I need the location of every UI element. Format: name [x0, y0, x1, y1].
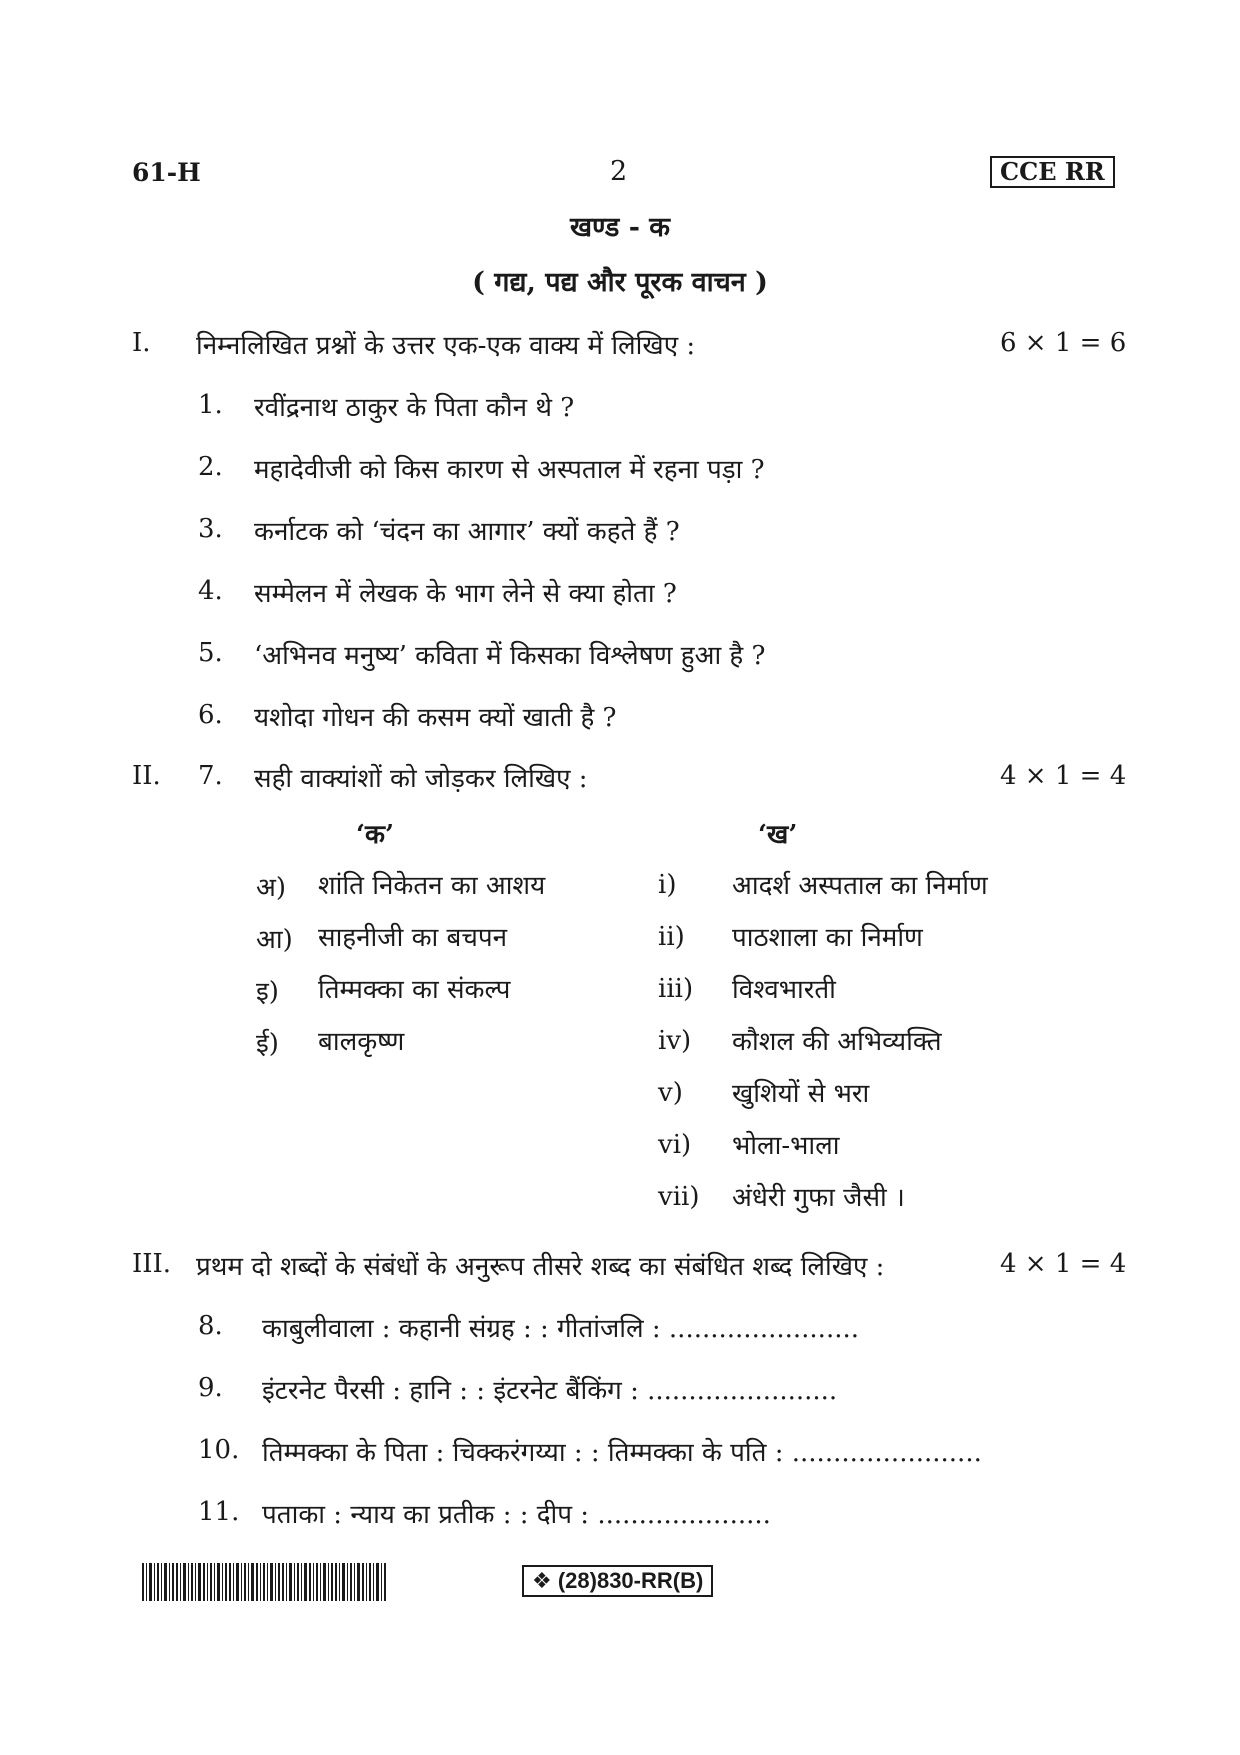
page-number: 2 — [610, 156, 628, 187]
paper-code: 61-H — [132, 158, 201, 187]
match-text: कौशल की अभिव्यक्ति — [732, 1027, 942, 1057]
item-text: सम्मेलन में लेखक के भाग लेने से क्या होता ? — [254, 579, 677, 609]
match-text: बालकृष्ण — [318, 1027, 405, 1057]
match-label: vi) — [658, 1130, 692, 1160]
item-text: यशोदा गोधन की कसम क्यों खाती है ? — [254, 703, 617, 733]
match-text: आदर्श अस्पताल का निर्माण — [732, 871, 988, 901]
match-label: आ) — [256, 925, 293, 955]
item-number: 4. — [198, 576, 223, 606]
item-text: ‘अभिनव मनुष्य’ कविता में किसका विश्लेषण हुआ है ? — [254, 641, 766, 671]
match-label: iii) — [658, 974, 694, 1004]
match-label: अ) — [256, 873, 287, 903]
question-instruction: सही वाक्यांशों को जोड़कर लिखिए : — [254, 764, 588, 794]
match-label: ई) — [256, 1029, 279, 1059]
roman-numeral: II. — [132, 761, 161, 791]
item-number: 5. — [198, 638, 223, 668]
match-text: खुशियों से भरा — [732, 1079, 870, 1109]
item-number: 10. — [198, 1435, 240, 1465]
item-text: रवींद्रनाथ ठाकुर के पिता कौन थे ? — [254, 393, 575, 423]
match-text: तिम्मक्का का संकल्प — [318, 975, 511, 1005]
item-text: पताका : न्याय का प्रतीक : : दीप : ..................... — [262, 1500, 771, 1530]
question-instruction: निम्नलिखित प्रश्नों के उत्तर एक-एक वाक्य में लिखिए : — [196, 331, 696, 361]
question-instruction: प्रथम दो शब्दों के संबंधों के अनुरूप तीसरे शब्द का संबंधित शब्द लिखिए : — [196, 1252, 885, 1282]
item-text: तिम्मक्का के पिता : चिक्करंगय्या : : तिम्मक्का के पति : ....................... — [262, 1438, 982, 1468]
item-number: 2. — [198, 452, 223, 482]
match-text: साहनीजी का बचपन — [318, 923, 508, 953]
item-text: काबुलीवाला : कहानी संग्रह : : गीतांजलि : ....................... — [262, 1314, 860, 1344]
match-label: इ) — [256, 977, 279, 1007]
match-label: v) — [658, 1078, 683, 1108]
column-a-heading: ‘क’ — [356, 820, 395, 850]
match-label: vii) — [658, 1182, 700, 1212]
match-label: iv) — [658, 1026, 692, 1056]
item-text: इंटरनेट पैरसी : हानि : : इंटरनेट बैंकिंग : ....................... — [262, 1376, 838, 1406]
match-label: ii) — [658, 922, 685, 952]
item-number: 6. — [198, 700, 223, 730]
item-number: 11. — [198, 1497, 240, 1527]
section-subtitle: ( गद्य, पद्य और पूरक वाचन ) — [472, 267, 768, 298]
match-text: पाठशाला का निर्माण — [732, 923, 923, 953]
roman-numeral: I. — [132, 328, 151, 358]
roman-numeral: III. — [132, 1249, 172, 1279]
barcode — [142, 1563, 386, 1601]
item-text: कर्नाटक को ‘चंदन का आगार’ क्यों कहते हैं ? — [254, 517, 680, 547]
match-label: i) — [658, 870, 677, 900]
item-number: 9. — [198, 1373, 223, 1403]
question-marks: 4 × 1 = 4 — [1000, 761, 1127, 791]
match-text: विश्वभारती — [732, 975, 836, 1005]
item-number: 7. — [198, 761, 223, 791]
question-marks: 4 × 1 = 4 — [1000, 1249, 1127, 1279]
column-b-heading: ‘ख’ — [758, 820, 798, 850]
item-number: 8. — [198, 1311, 223, 1341]
item-number: 1. — [198, 390, 223, 420]
cce-rr-badge: CCE RR — [990, 156, 1115, 188]
item-text: महादेवीजी को किस कारण से अस्पताल में रहना पड़ा ? — [254, 455, 765, 485]
footer-code: ❖ (28)830-RR(B) — [522, 1565, 713, 1597]
match-text: अंधेरी गुफा जैसी । — [732, 1183, 905, 1213]
question-marks: 6 × 1 = 6 — [1000, 328, 1127, 358]
item-number: 3. — [198, 514, 223, 544]
match-text: शांति निकेतन का आशय — [318, 871, 546, 901]
section-title: खण्ड - क — [569, 212, 671, 243]
match-text: भोला-भाला — [732, 1131, 840, 1161]
